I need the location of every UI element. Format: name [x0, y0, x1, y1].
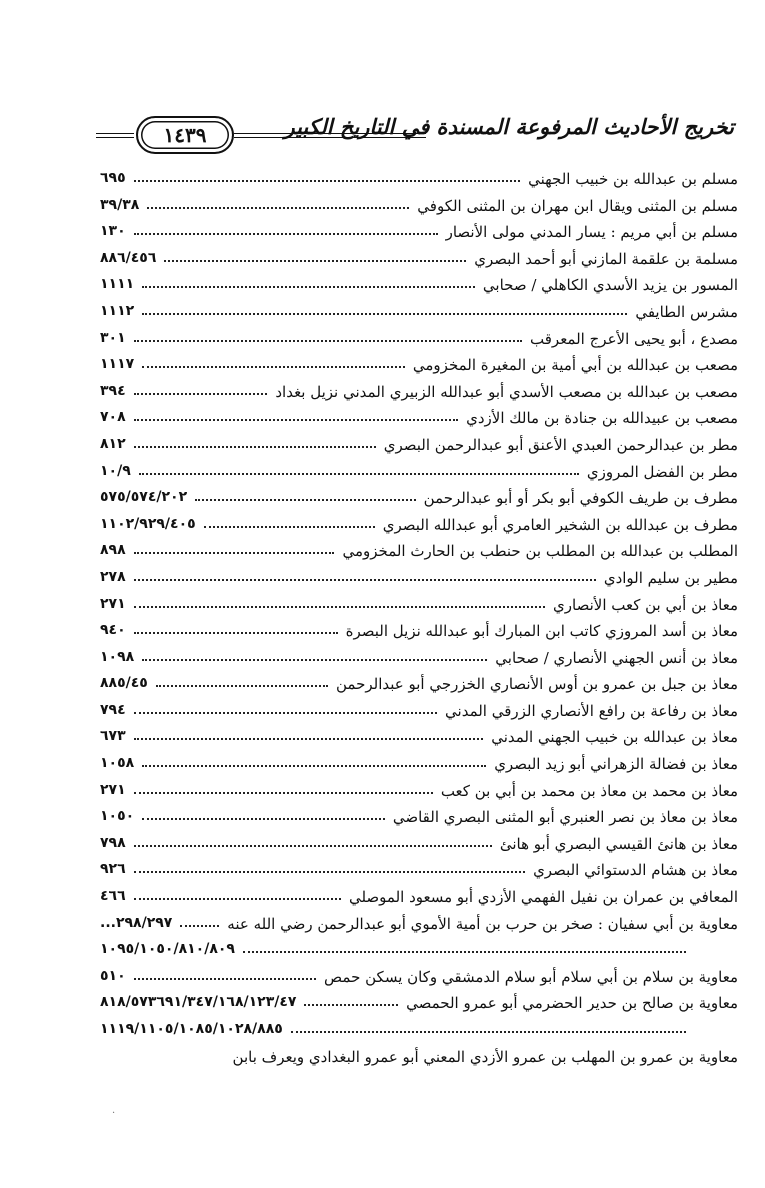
entry-pages: ٧٩٨	[100, 834, 126, 851]
index-entry	[100, 886, 738, 913]
entry-pages: ٣٩/٣٨	[100, 196, 140, 213]
leader-dots	[142, 765, 486, 767]
index-entry	[100, 833, 738, 860]
entry-name: معاوية بن أبي سفيان : صخر بن حرب بن أمية الأموي أبو عبدالرحمن رضي الله عنه	[227, 914, 738, 933]
entry-name: معاذ بن معاذ بن نصر العنبري أبو المثنى البصري القاضي	[392, 808, 738, 827]
entry-pages: ٢٩٨/٢٩٧...	[100, 914, 173, 931]
index-entry	[100, 673, 738, 700]
index-entry	[100, 328, 738, 355]
leader-dots	[134, 419, 458, 421]
entry-pages: ٨٨٦/٤٥٦	[100, 249, 157, 266]
index-entry	[100, 726, 738, 753]
entry-pages: ٢٧١	[100, 595, 126, 612]
entry-pages: ٨٨٥/٤٥	[100, 675, 148, 692]
index-entry	[100, 487, 738, 514]
entry-name: مطرف بن عبدالله بن الشخير العامري أبو عبدالله البصري	[382, 515, 738, 534]
leader-dots	[142, 659, 487, 661]
index-entry	[100, 221, 738, 248]
entry-pages: ١٠٩٨	[100, 648, 135, 665]
index-entry-continuation	[100, 939, 738, 966]
leader-dots	[134, 579, 596, 581]
leader-dots	[142, 366, 405, 368]
index-entry	[100, 540, 738, 567]
leader-dots	[204, 526, 375, 528]
index-entry	[100, 514, 738, 541]
entry-name: المطلب بن عبدالله بن المطلب بن حنطب بن الحارث المخزومي	[342, 542, 738, 561]
entry-pages: ٨١٢	[100, 435, 126, 452]
index-entry	[100, 992, 738, 1019]
leader-dots	[134, 871, 525, 873]
index-entry-continuation	[100, 1019, 738, 1046]
leader-dots	[134, 552, 335, 554]
entry-pages: ١١٠٢/٩٢٩/٤٠٥	[100, 515, 196, 532]
entry-name: معاذ بن محمد بن معاذ بن محمد بن أبي بن كعب	[440, 781, 738, 800]
leader-dots	[134, 180, 520, 182]
index-entry	[100, 354, 738, 381]
entry-name: معاوية بن سلام بن أبي سلام أبو سلام الدمشقي وكان يسكن حمص	[324, 967, 738, 986]
entry-name: مطرف بن طريف الكوفي أبو بكر أو أبو عبدالرحمن	[423, 489, 738, 508]
leader-dots	[156, 685, 328, 687]
index-entry	[100, 1046, 738, 1073]
header-rule-left	[96, 133, 134, 138]
index-entry	[100, 195, 738, 222]
index-entry	[100, 407, 738, 434]
entry-name: المسور بن يزيد الأسدي الكاهلي / صحابي	[482, 276, 738, 295]
entry-pages: ٦٩٥	[100, 170, 126, 186]
entry-name: مسلم بن المثنى ويقال ابن مهران بن المثنى الكوفي	[417, 196, 738, 215]
leader-dots	[134, 898, 341, 900]
entry-pages: ٧٩٤	[100, 701, 126, 718]
leader-dots	[134, 792, 433, 794]
entry-pages: ٩٢٦	[100, 861, 126, 878]
index-entry	[100, 274, 738, 301]
index-entry	[100, 168, 738, 195]
leader-dots	[304, 1004, 398, 1006]
leader-dots	[134, 712, 437, 714]
index-entry	[100, 700, 738, 727]
index-entry	[100, 966, 738, 993]
entry-name: مسلمة بن علقمة المازني أبو أحمد البصري	[474, 249, 738, 268]
book-title: تخريج الأحاديث المرفوعة المسندة في التاريخ الكبير	[284, 114, 734, 139]
entry-pages: ٥٧٥/٥٧٤/٢٠٢	[100, 489, 188, 506]
index-entry	[100, 780, 738, 807]
entry-pages: ٨٩٨	[100, 542, 126, 559]
entry-name: معاذ بن فضالة الزهراني أبو زيد البصري	[494, 755, 738, 774]
entry-name: معاوية بن عمرو بن المهلب بن عمرو الأزدي المعني أبو عمرو البغدادي ويعرف بابن	[232, 1047, 738, 1066]
entry-pages: ٢٧١	[100, 781, 126, 798]
entry-name: معاذ بن جبل بن عمرو بن أوس الأنصاري الخزرجي أبو عبدالرحمن	[336, 675, 738, 694]
margin-mark: ·	[112, 1108, 116, 1119]
leader-dots	[291, 1031, 686, 1033]
entry-name: مسلم بن عبدالله بن خبيب الجهني	[528, 170, 738, 188]
entry-pages: ١٠٥٨	[100, 755, 135, 772]
entry-name: معاذ بن أبي بن كعب الأنصاري	[553, 595, 738, 614]
entry-pages: ٨١٨/٥٧٣٦٩١/٣٤٧/١٦٨/١٢٣/٤٧	[100, 994, 297, 1011]
entry-name: مصعب بن عبدالله بن مصعب الأسدي أبو عبدالله الزبيري المدني نزيل بغداد	[275, 382, 738, 401]
entry-pages: ٢٧٨	[100, 568, 126, 585]
entry-pages-continued: ١١١٩/١١٠٥/١٠٨٥/١٠٢٨/٨٨٥	[100, 1021, 283, 1037]
index-entry	[100, 567, 738, 594]
leader-dots	[243, 951, 686, 953]
entry-name: مشرس الطايفي	[635, 302, 738, 321]
entry-pages-continued: ١٠٩٥/١٠٥٠/٨١٠/٨٠٩	[100, 941, 235, 958]
entry-name: مسلم بن أبي مريم : يسار المدني مولى الأنصار	[445, 223, 738, 242]
entry-name: مصعب بن عبيدالله بن جنادة بن مالك الأزدي	[466, 409, 738, 428]
entry-pages: ٩٤٠	[100, 622, 126, 639]
index-list	[100, 168, 738, 1072]
leader-dots	[142, 286, 475, 288]
leader-dots	[134, 446, 376, 448]
index-entry	[100, 806, 738, 833]
entry-pages: ٤٦٦	[100, 888, 126, 905]
entry-pages: ٥١٠	[100, 967, 126, 984]
entry-pages: ٦٧٣	[100, 728, 126, 745]
leader-dots	[134, 845, 492, 847]
leader-dots	[142, 313, 627, 315]
leader-dots	[134, 738, 484, 740]
page-header	[96, 108, 736, 152]
entry-pages: ٧٠٨	[100, 409, 126, 426]
entry-name: معاوية بن صالح بن حدير الحضرمي أبو عمرو الحمصي	[406, 994, 738, 1013]
entry-name: معاذ بن أسد المروزي كاتب ابن المبارك أبو عبدالله نزيل البصرة	[345, 622, 738, 641]
entry-pages: ١٣٠	[100, 223, 126, 240]
index-entry	[100, 594, 738, 621]
entry-name: مصعب بن عبدالله بن أبي أمية بن المغيرة المخزومي	[412, 356, 738, 375]
leader-dots	[180, 925, 219, 927]
index-entry	[100, 461, 738, 488]
entry-pages: ١٠/٩	[100, 462, 131, 479]
leader-dots	[134, 978, 316, 980]
leader-dots	[147, 207, 409, 209]
entry-pages: ١١١٢	[100, 302, 135, 319]
entry-pages: ١٠٥٠	[100, 808, 135, 825]
index-entry	[100, 381, 738, 408]
entry-name: مطير بن سليم الوادي	[603, 568, 738, 587]
entry-name: مطر بن عبدالرحمن العبدي الأعنق أبو عبدالرحمن البصري	[383, 435, 738, 454]
leader-dots	[164, 260, 466, 262]
entry-name: المعافي بن عمران بن نفيل الفهمي الأزدي أبو مسعود الموصلي	[348, 888, 738, 907]
entry-pages: ٣٠١	[100, 329, 126, 346]
index-entry	[100, 434, 738, 461]
leader-dots	[134, 233, 438, 235]
entry-name: معاذ بن رفاعة بن رافع الأنصاري الزرقي المدني	[445, 701, 738, 720]
entry-name: معاذ بن هانئ القيسي البصري أبو هانئ	[499, 834, 738, 853]
leader-dots	[134, 606, 545, 608]
entry-pages: ٣٩٤	[100, 382, 126, 399]
entry-name: معاذ بن أنس الجهني الأنصاري / صحابي	[495, 648, 738, 667]
leader-dots	[139, 473, 579, 475]
index-entry	[100, 301, 738, 328]
entry-name: مصدع ، أبو يحيى الأعرج المعرقب	[530, 329, 738, 348]
entry-pages: ١١١١	[100, 276, 135, 293]
leader-dots	[134, 632, 338, 634]
entry-pages: ١١١٧	[100, 356, 135, 373]
index-entry	[100, 248, 738, 275]
leader-dots	[134, 393, 268, 395]
leader-dots	[195, 499, 416, 501]
index-entry	[100, 913, 738, 940]
index-entry	[100, 859, 738, 886]
index-entry	[100, 647, 738, 674]
page-number-badge: ١٤٣٩	[136, 116, 234, 154]
entry-name: معاذ بن هشام الدستوائي البصري	[533, 861, 738, 880]
entry-name: معاذ بن عبدالله بن خبيب الجهني المدني	[491, 728, 738, 747]
entry-name: مطر بن الفضل المروزي	[586, 462, 738, 481]
leader-dots	[142, 818, 385, 820]
index-entry	[100, 753, 738, 780]
index-entry	[100, 620, 738, 647]
leader-dots	[134, 340, 522, 342]
